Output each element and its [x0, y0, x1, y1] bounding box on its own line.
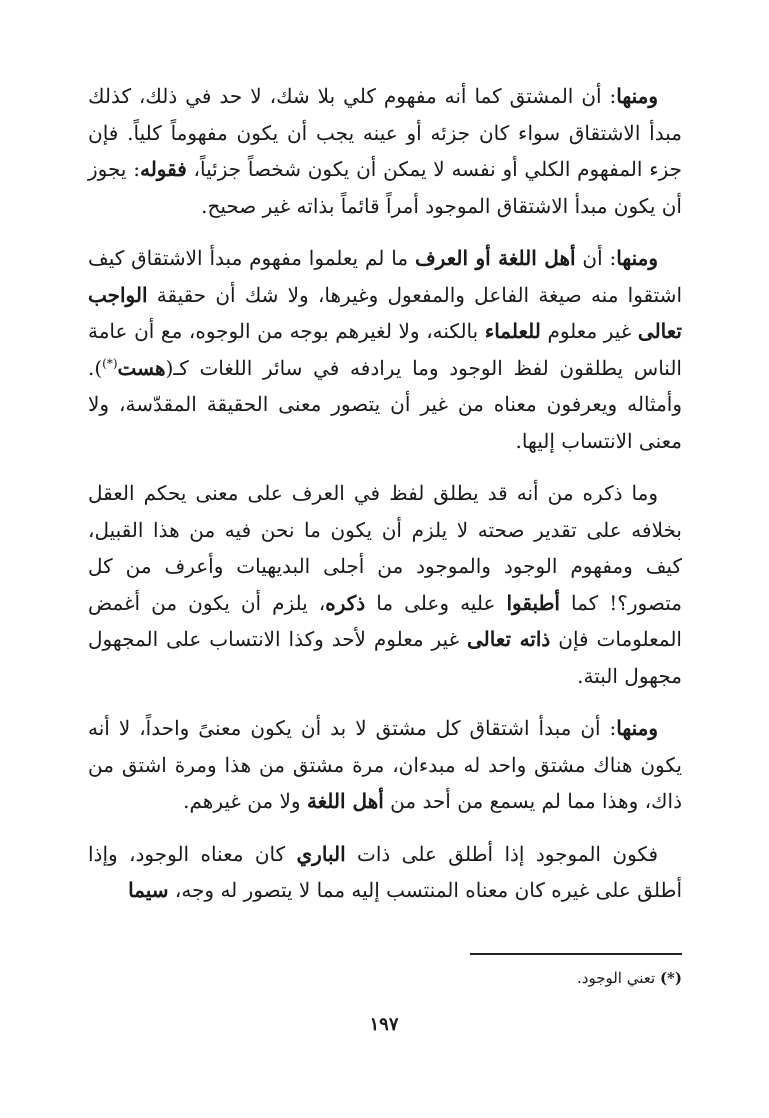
bold-term: فقوله — [139, 157, 187, 181]
bold-term: ذاته تعالى — [466, 627, 551, 651]
bold-term: الباري — [296, 841, 346, 866]
footnote-marker: (*) — [659, 969, 682, 987]
bold-term: للعلماء — [484, 319, 541, 343]
bold-term: سيما — [128, 878, 169, 902]
bold-term: الواجب تعالى — [88, 282, 682, 343]
text-run: ولا من غيرهم. — [183, 789, 307, 813]
text-run: بالكنه، ولا لغيرهم بوجه من الوجوه، مع أن عامة الناس يطلقون لفظ الوجود وما يرادفه في سائر اللغات كـ( — [88, 319, 682, 380]
bold-term: ومنها — [616, 246, 659, 270]
bold-term: أهل اللغة أو العرف — [414, 246, 576, 270]
paragraph-4 — [88, 710, 682, 820]
text-run: غير معلوم لأحد وكذا الانتساب على المجهول مجهول البتة. — [88, 627, 682, 688]
page-number: ١٩٧ — [369, 1014, 399, 1035]
text-run: ما لم يعلموا مفهوم مبدأ الاشتقاق كيف اشتقوا منه صيغة الفاعل والمفعول وغيرها، ولا شك أن حقيقة — [88, 246, 682, 307]
main-text — [88, 78, 682, 925]
text-run: وما ذكره من أنه قد يطلق لفظ في العرف على معنى يحكم العقل بخلافه على تقدير صحته لا يلزم أن يكون ما نحن فيه من هذا القبيل، كيف ومفهوم الوجود والموجود من أجلى البديهيات وأعرف من كل متصور؟! كما — [88, 481, 682, 615]
paragraph-1 — [88, 78, 682, 224]
bold-term: ذكره — [325, 590, 366, 615]
bold-term: أهل اللغة — [306, 789, 384, 813]
text-run: : أن المشتق كما أنه مفهوم كلي بلا شك، لا حد في ذلك، كذلك مبدأ الاشتقاق سواء كان جزئه أو عينه يجب أن يكون مفهوماً كلياً. فإن جزء المفهوم الكلي أو نفسه لا يمكن أن يكون شخصاً جزئياً، — [88, 84, 683, 181]
paragraph-3 — [88, 475, 682, 694]
bold-term: ومنها — [616, 716, 658, 740]
text-run: غير معلوم — [540, 319, 638, 343]
footnote-divider — [470, 953, 682, 955]
text-run: عليه وعلى ما — [365, 590, 507, 615]
bold-term: أطبقوا — [506, 590, 560, 615]
text-run: ). وأمثاله ويعرفون معناه من غير أن يتصور معنى الحقيقة المقدّسة، ولا معنى الانتساب إليها. — [88, 355, 682, 453]
footnote-text: تعني الوجود. — [577, 969, 660, 987]
text-run: : أن مبدأ اشتقاق كل مشتق لا بد أن يكون معنىً واحداً، لا أنه يكون هناك مشتق واحد له مبدءان، مرة مشتق من هذا ومرة اشتق من ذاك، وهذا مما لم يسمع من أحد من — [88, 716, 682, 813]
bold-term: هست — [117, 355, 166, 380]
text-run: ، يلزم أن يكون من أغمض المعلومات فإن — [88, 590, 682, 651]
text-run: : يجوز أن يكون مبدأ الاشتقاق الموجود أمراً قائماً بذاته غير صحيح. — [88, 157, 682, 218]
footnote-ref: (*) — [102, 355, 118, 370]
paragraph-2 — [88, 240, 682, 459]
paragraph-5 — [88, 836, 682, 909]
text-run: كان معناه الوجود، وإذا أطلق على غيره كان معناه المنتسب إليه مما لا يتصور له وجه، — [88, 841, 682, 902]
text-run: : أن — [575, 246, 617, 270]
text-run: فكون الموجود إذا أطلق على ذات — [345, 841, 659, 866]
footnote — [300, 966, 682, 990]
bold-term: ومنها — [616, 84, 658, 108]
